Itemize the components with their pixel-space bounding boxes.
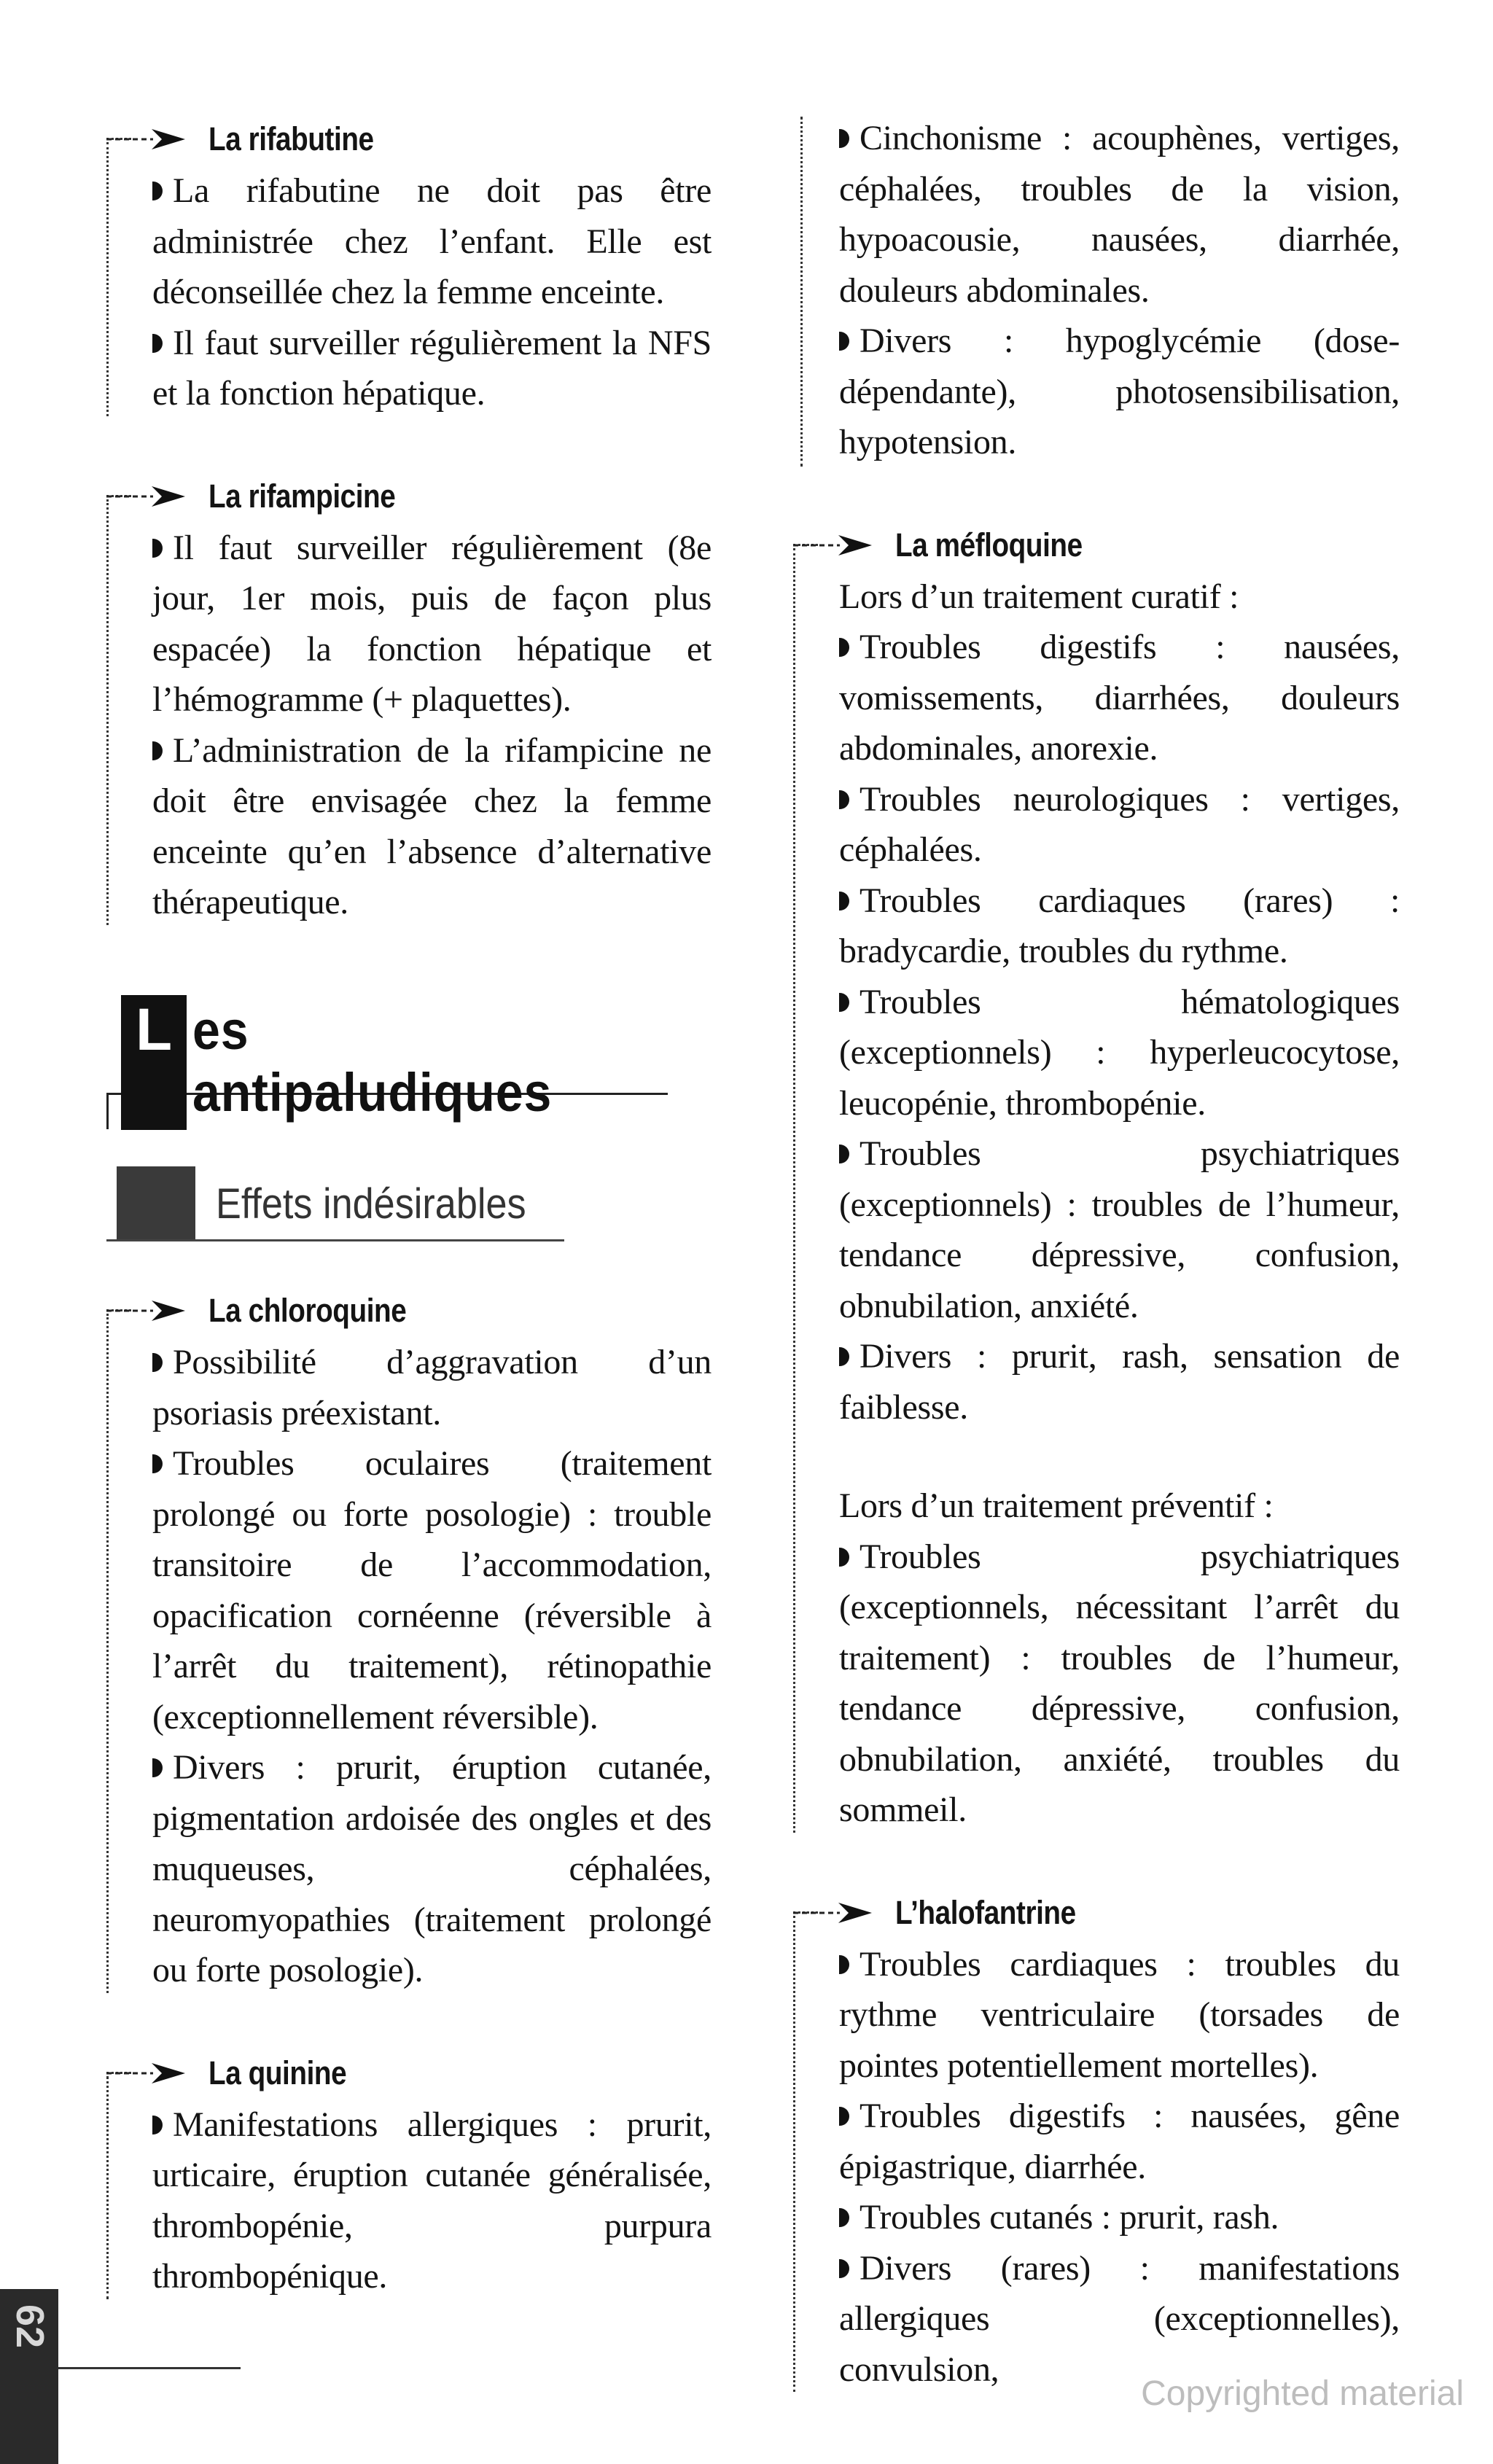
bullet-icon bbox=[839, 1955, 849, 1974]
bullet-icon bbox=[839, 993, 849, 1012]
section-title: La chloroquine bbox=[208, 1292, 407, 1329]
section-rifabutine bbox=[106, 113, 712, 419]
subheading-square-icon bbox=[117, 1166, 195, 1239]
arrow-right-icon bbox=[106, 2059, 208, 2088]
paragraph: Divers : hypoglycémie (dose-dépendante), photosensibilisation, hypotension. bbox=[839, 321, 1400, 461]
chapter-initial-block bbox=[121, 995, 187, 1130]
paragraph: Possibilité d’aggravation d’un psoriasis préexistant. bbox=[152, 1343, 712, 1432]
paragraph: Troubles digestifs : nausées, gêne épigastrique, diarrhée. bbox=[839, 2097, 1400, 2186]
section-rifampicine bbox=[106, 470, 712, 928]
bullet-icon bbox=[152, 334, 163, 353]
paragraph: Troubles cutanés : prurit, rash. bbox=[839, 2192, 1400, 2243]
left-column-lower bbox=[106, 1284, 712, 2302]
section-halofantrine bbox=[793, 1887, 1400, 2395]
paragraph: L’administration de la rifampicine ne doit être envisagée chez la femme enceinte qu’en l’absence d’alternative thérapeutique. bbox=[152, 730, 712, 921]
section-quinine bbox=[106, 2047, 712, 2302]
bullet-icon bbox=[152, 741, 163, 760]
paragraph: Troubles cardiaques (rares) : bradycardie, troubles du rythme. bbox=[839, 881, 1400, 970]
chapter-title: es antipaludiques bbox=[192, 1000, 553, 1123]
section-bracket bbox=[793, 1916, 795, 2393]
section-heading bbox=[106, 2047, 712, 2100]
paragraph: Il faut surveiller régulièrement la NFS et la fonction hépatique. bbox=[152, 323, 712, 413]
paragraph: Troubles hématologiques (exceptionnels) : hyperleucocytose, leucopénie, thrombopénie. bbox=[839, 982, 1400, 1123]
bullet-icon bbox=[152, 1353, 163, 1372]
bullet-icon bbox=[839, 892, 849, 911]
subheading bbox=[106, 1166, 566, 1247]
bullet-icon bbox=[152, 1758, 163, 1777]
subheading-underline bbox=[106, 1239, 564, 1241]
section-title: La méfloquine bbox=[895, 526, 1083, 564]
bullet-icon bbox=[152, 1454, 163, 1473]
paragraph: Troubles psychiatriques (exceptionnels) : troubles de l’humeur, tendance dépressive, confusion, obnubilation, anxiété. bbox=[839, 1134, 1400, 1325]
section-heading bbox=[793, 1887, 1400, 1939]
bullet-icon bbox=[152, 2116, 163, 2134]
subheading-title: Effets indésirables bbox=[216, 1180, 526, 1228]
paragraph: Divers (rares) : manifestations allergiques (exceptionnelles), convulsion, bbox=[839, 2248, 1400, 2389]
paragraph: Il faut surveiller régulièrement (8e jour, 1er mois, puis de façon plus espacée) la fonction hépatique et l’hémogramme (+ plaquettes). bbox=[152, 528, 712, 719]
bullet-icon bbox=[152, 539, 163, 558]
footer-rule bbox=[58, 2367, 241, 2369]
page-number: 62 bbox=[8, 2304, 52, 2349]
section-bracket bbox=[793, 548, 795, 1833]
paragraph: Troubles cardiaques : troubles du rythme ventriculaire (torsades de pointes potentiellement mortelles). bbox=[839, 1944, 1400, 2085]
chapter-initial: L bbox=[135, 997, 173, 1063]
paragraph: Cinchonisme : acouphènes, vertiges, céphalées, troubles de la vision, hypoacousie, nausées, diarrhée, douleurs abdominales. bbox=[839, 119, 1400, 310]
arrow-right-icon bbox=[793, 531, 895, 560]
paragraph: Troubles digestifs : nausées, vomissements, diarrhées, douleurs abdominales, anorexie. bbox=[839, 628, 1400, 768]
section-heading bbox=[106, 113, 712, 165]
paragraph: Troubles neurologiques : vertiges, céphalées. bbox=[839, 779, 1400, 869]
section-title: L’halofantrine bbox=[895, 1893, 1076, 1931]
paragraph: La rifabutine ne doit pas être administrée chez l’enfant. Elle est déconseillée chez la femme enceinte. bbox=[152, 171, 712, 311]
section-chloroquine bbox=[106, 1284, 712, 1996]
section-bracket bbox=[106, 142, 109, 416]
section-heading bbox=[106, 470, 712, 523]
bullet-icon bbox=[839, 2208, 849, 2227]
section-heading bbox=[106, 1284, 712, 1337]
arrow-right-icon bbox=[106, 1296, 208, 1325]
paragraph: Lors d’un traitement curatif : bbox=[839, 577, 1239, 616]
section-heading bbox=[793, 519, 1400, 572]
bullet-icon bbox=[152, 182, 163, 200]
paragraph: Lors d’un traitement préventif : bbox=[839, 1486, 1274, 1525]
right-column bbox=[793, 113, 1400, 2395]
left-column bbox=[106, 113, 712, 928]
paragraph: Manifestations allergiques : prurit, urticaire, éruption cutanée généralisée, thrombopénie, purpura thrombopénique. bbox=[152, 2105, 712, 2296]
paragraph: Divers : prurit, rash, sensation de faiblesse. bbox=[839, 1337, 1400, 1427]
bullet-icon bbox=[839, 1145, 849, 1163]
section-title: La quinine bbox=[208, 2054, 347, 2091]
section-mefloquine bbox=[793, 519, 1400, 1836]
section-title: La rifabutine bbox=[208, 120, 374, 157]
paragraph: Troubles oculaires (traitement prolongé ou forte posologie) : trouble transitoire de l’accommodation, opacification cornéenne (réversible à l’arrêt du traitement), rétinopathie (exceptionnellement réversible). bbox=[152, 1444, 712, 1736]
chapter-heading bbox=[106, 995, 660, 1141]
bullet-icon bbox=[839, 790, 849, 809]
section-bracket bbox=[106, 1314, 109, 1993]
section-bracket bbox=[106, 2076, 109, 2299]
bullet-icon bbox=[839, 129, 849, 148]
arrow-right-icon bbox=[106, 125, 208, 154]
quinine-continued bbox=[793, 113, 1400, 468]
bullet-icon bbox=[839, 332, 849, 351]
paragraph: Divers : prurit, éruption cutanée, pigmentation ardoisée des ongles et des muqueuses, céphalées, neuromyopathies (traitement prolongé ou forte posologie). bbox=[152, 1748, 712, 1989]
copyright-notice: Copyrighted material bbox=[1141, 2374, 1464, 2413]
paragraph: Troubles psychiatriques (exceptionnels, nécessitant l’arrêt du traitement) : troubles de l’humeur, tendance dépressive, confusion, obnubilation, anxiété, troubles du sommeil. bbox=[839, 1537, 1400, 1829]
section-bracket bbox=[106, 499, 109, 925]
bullet-icon bbox=[839, 2107, 849, 2126]
arrow-right-icon bbox=[793, 1898, 895, 1927]
section-title: La rifampicine bbox=[208, 477, 396, 515]
bullet-icon bbox=[839, 1548, 849, 1567]
bullet-icon bbox=[839, 638, 849, 657]
bullet-icon bbox=[839, 2259, 849, 2278]
bullet-icon bbox=[839, 1347, 849, 1366]
arrow-right-icon bbox=[106, 482, 208, 511]
